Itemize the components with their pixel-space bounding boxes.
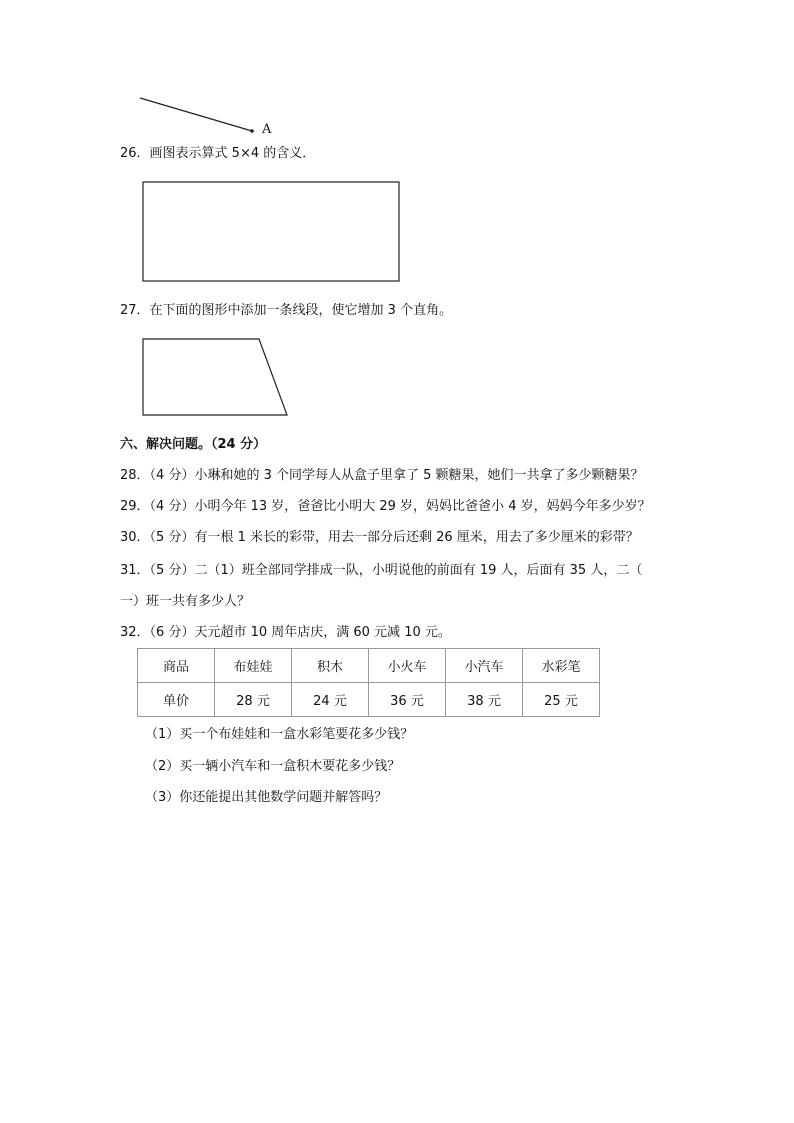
- drawing-rectangle[interactable]: [143, 182, 399, 281]
- point-a-label: A: [262, 122, 272, 137]
- table-cell: 38 元: [446, 683, 523, 717]
- table-row: [138, 683, 600, 717]
- table-header-row: [138, 649, 600, 683]
- question-26: 26．画图表示算式 5×4 的含义．: [120, 146, 316, 161]
- table-cell: 商品: [138, 649, 215, 683]
- question-27: 27．在下面的图形中添加一条线段，使它增加 3 个直角。: [120, 303, 453, 318]
- price-table: [137, 648, 600, 717]
- trapezoid-shape[interactable]: [143, 339, 287, 415]
- section-6-title: 六、解决问题。（24 分）: [120, 437, 267, 452]
- table-cell: 36 元: [369, 683, 446, 717]
- point-a-dot: [250, 129, 254, 133]
- question-31-line1: 31．（5 分）二（1）班全部同学排成一队，小明说他的前面有 19 人，后面有 35 人，二（: [120, 563, 643, 578]
- table-cell: 小汽车: [446, 649, 523, 683]
- table-cell: 布娃娃: [215, 649, 292, 683]
- question-32-sub-1: （1）买一个布娃娃和一盒水彩笔要花多少钱？: [145, 727, 414, 742]
- question-30: 30．（5 分）有一根 1 米长的彩带，用去一部分后还剩 26 厘米，用去了多少厘米的彩带？: [120, 530, 639, 545]
- question-28: 28．（4 分）小琳和她的 3 个同学每人从盒子里拿了 5 颗糖果，她们一共拿了多少颗糖果？: [120, 468, 644, 483]
- question-32: 32．（6 分）天元超市 10 周年店庆，满 60 元减 10 元。: [120, 625, 451, 640]
- question-32-sub-2: （2）买一辆小汽车和一盒积木要花多少钱？: [145, 759, 401, 774]
- ray-line: [140, 98, 252, 131]
- table-cell: 28 元: [215, 683, 292, 717]
- table-cell: 积木: [292, 649, 369, 683]
- table-cell: 24 元: [292, 683, 369, 717]
- table-cell: 25 元: [523, 683, 600, 717]
- question-29: 29．（4 分）小明今年 13 岁，爸爸比小明大 29 岁，妈妈比爸爸小 4 岁，妈妈今年多少岁？: [120, 499, 651, 514]
- table-cell: 水彩笔: [523, 649, 600, 683]
- question-31-line2: 一）班一共有多少人？: [120, 594, 251, 609]
- table-cell: 小火车: [369, 649, 446, 683]
- question-32-sub-3: （3）你还能提出其他数学问题并解答吗？: [145, 790, 388, 805]
- table-cell: 单价: [138, 683, 215, 717]
